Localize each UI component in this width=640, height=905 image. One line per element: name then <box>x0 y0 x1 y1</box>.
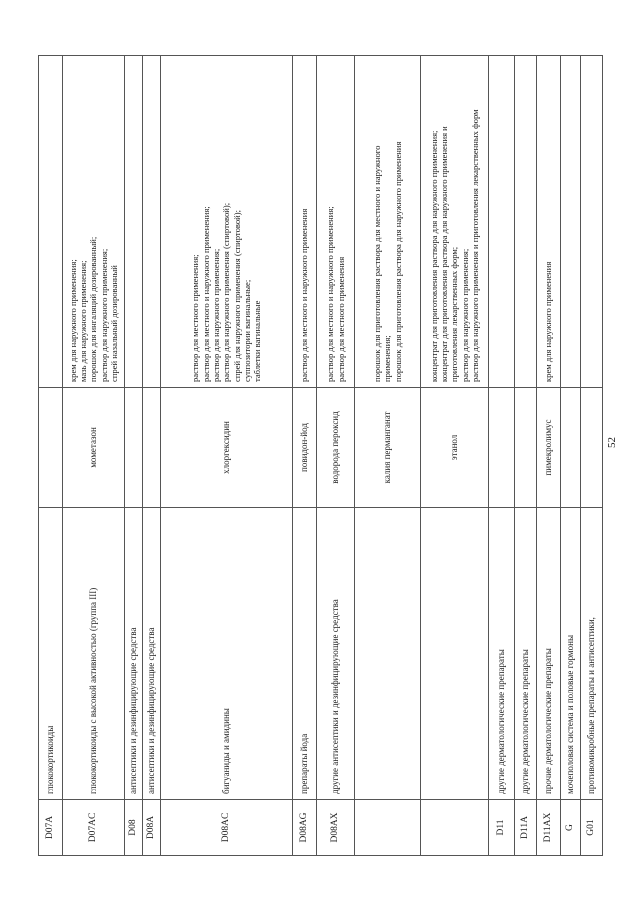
atc-code-cell: D07A <box>39 800 63 856</box>
drug-table <box>38 55 603 856</box>
dosage-form-line: крем для наружного применения; <box>67 259 78 382</box>
substance-cell <box>561 388 581 508</box>
anatomical-group-cell: прочие дерматологические препараты <box>537 508 561 800</box>
dosage-form-line: приготовления лекарственных форм; <box>449 246 460 382</box>
dosage-forms-cell <box>421 56 489 388</box>
dosage-form-line: раствор для наружного применения; <box>459 248 470 382</box>
dosage-form-line: спрей назальный дозированный <box>108 265 119 382</box>
dosage-forms-cell <box>561 56 581 388</box>
table-row <box>581 56 603 856</box>
substance-cell: пимекролимус <box>537 388 561 508</box>
dosage-form-line: порошок для приготовления раствора для местного и наружного <box>372 145 383 382</box>
atc-code-cell: G <box>561 800 581 856</box>
dosage-form-line: крем для наружного применения <box>543 261 554 382</box>
atc-code-cell: D08A <box>143 800 161 856</box>
anatomical-group-cell: препараты йода <box>293 508 317 800</box>
dosage-form-line: раствор для наружного применения; <box>211 248 222 382</box>
atc-code-cell: D11A <box>515 800 537 856</box>
table-row <box>515 56 537 856</box>
table-row <box>317 56 355 856</box>
table-row <box>161 56 293 856</box>
dosage-form-line: порошок для ингаляций дозированный; <box>88 236 99 382</box>
atc-code-cell: D08AG <box>293 800 317 856</box>
dosage-form-line: спрей для наружного применения (спиртовой); <box>231 209 242 382</box>
atc-code-cell <box>355 800 421 856</box>
dosage-forms-cell <box>355 56 421 388</box>
dosage-form-line: раствор для местного и наружного применения; <box>325 206 336 382</box>
atc-code-cell: D08AC <box>161 800 293 856</box>
substance-cell: калия перманганат <box>355 388 421 508</box>
atc-code-cell: D07AC <box>63 800 125 856</box>
dosage-forms-cell <box>125 56 143 388</box>
table-row <box>561 56 581 856</box>
substance-cell: хлоргексидин <box>161 388 293 508</box>
dosage-forms-cell <box>293 56 317 388</box>
dosage-forms-cell <box>161 56 293 388</box>
anatomical-group-cell: другие антисептики и дезинфицирующие средства <box>317 508 355 800</box>
dosage-forms-cell <box>581 56 603 388</box>
dosage-form-line: применения; <box>382 335 393 382</box>
dosage-forms-cell <box>537 56 561 388</box>
table-row <box>355 56 421 856</box>
substance-cell <box>581 388 603 508</box>
anatomical-group-cell: мочеполовая система и половые гормоны <box>561 508 581 800</box>
table-row <box>421 56 489 856</box>
atc-code-cell <box>421 800 489 856</box>
dosage-form-line: концентрат для приготовления раствора для наружного применения и <box>439 126 450 382</box>
substance-cell <box>489 388 515 508</box>
dosage-forms-cell <box>489 56 515 388</box>
substance-cell <box>125 388 143 508</box>
drug-table-body <box>39 56 603 856</box>
anatomical-group-cell: противомикробные препараты и антисептики, <box>581 508 603 800</box>
table-row <box>293 56 317 856</box>
dosage-forms-cell <box>143 56 161 388</box>
page-number: 52 <box>606 437 618 448</box>
dosage-form-line: раствор для наружного применения (спиртовой); <box>221 202 232 382</box>
anatomical-group-cell: другие дерматологические препараты <box>489 508 515 800</box>
substance-cell <box>143 388 161 508</box>
substance-cell: этанол <box>421 388 489 508</box>
dosage-forms-cell <box>317 56 355 388</box>
anatomical-group-cell <box>355 508 421 800</box>
atc-code-cell: D11 <box>489 800 515 856</box>
table-row <box>63 56 125 856</box>
anatomical-group-cell: бигуаниды и амидины <box>161 508 293 800</box>
dosage-form-line: раствор для местного применения <box>335 256 346 382</box>
substance-cell: повидон-йод <box>293 388 317 508</box>
dosage-form-line: раствор для наружного применения и приготовления лекарственных форм <box>469 109 480 382</box>
table-row <box>537 56 561 856</box>
substance-cell: мометазон <box>63 388 125 508</box>
table-row <box>125 56 143 856</box>
dosage-form-line: мазь для наружного применения; <box>78 260 89 382</box>
dosage-form-line: раствор для местного применения; <box>190 254 201 382</box>
substance-cell <box>515 388 537 508</box>
atc-code-cell: D08 <box>125 800 143 856</box>
substance-cell <box>39 388 63 508</box>
dosage-form-line: раствор для местного и наружного применения <box>299 208 310 382</box>
dosage-form-line: концентрат для приготовления раствора для наружного применения; <box>428 130 439 382</box>
anatomical-group-cell: глюкокортикоиды <box>39 508 63 800</box>
atc-code-cell: D11AX <box>537 800 561 856</box>
dosage-form-line: раствор для наружного применения; <box>98 248 109 382</box>
atc-code-cell: G01 <box>581 800 603 856</box>
dosage-forms-cell <box>63 56 125 388</box>
atc-code-cell: D08AX <box>317 800 355 856</box>
dosage-forms-cell <box>39 56 63 388</box>
table-row <box>143 56 161 856</box>
rotated-table-wrapper <box>38 56 602 856</box>
table-row <box>39 56 63 856</box>
dosage-form-line: суппозитории вагинальные; <box>241 279 252 382</box>
substance-cell: водорода пероксид <box>317 388 355 508</box>
dosage-forms-cell <box>515 56 537 388</box>
table-row <box>489 56 515 856</box>
anatomical-group-cell: антисептики и дезинфицирующие средства <box>125 508 143 800</box>
anatomical-group-cell: другие дерматологические препараты <box>515 508 537 800</box>
dosage-form-line: порошок для приготовления раствора для наружного применения <box>392 141 403 382</box>
anatomical-group-cell: антисептики и дезинфицирующие средства <box>143 508 161 800</box>
dosage-form-line: таблетки вагинальные <box>252 300 263 382</box>
anatomical-group-cell <box>421 508 489 800</box>
anatomical-group-cell: глюкокортикоиды с высокой активностью (группа III) <box>63 508 125 800</box>
dosage-form-line: раствор для местного и наружного применения; <box>200 206 211 382</box>
